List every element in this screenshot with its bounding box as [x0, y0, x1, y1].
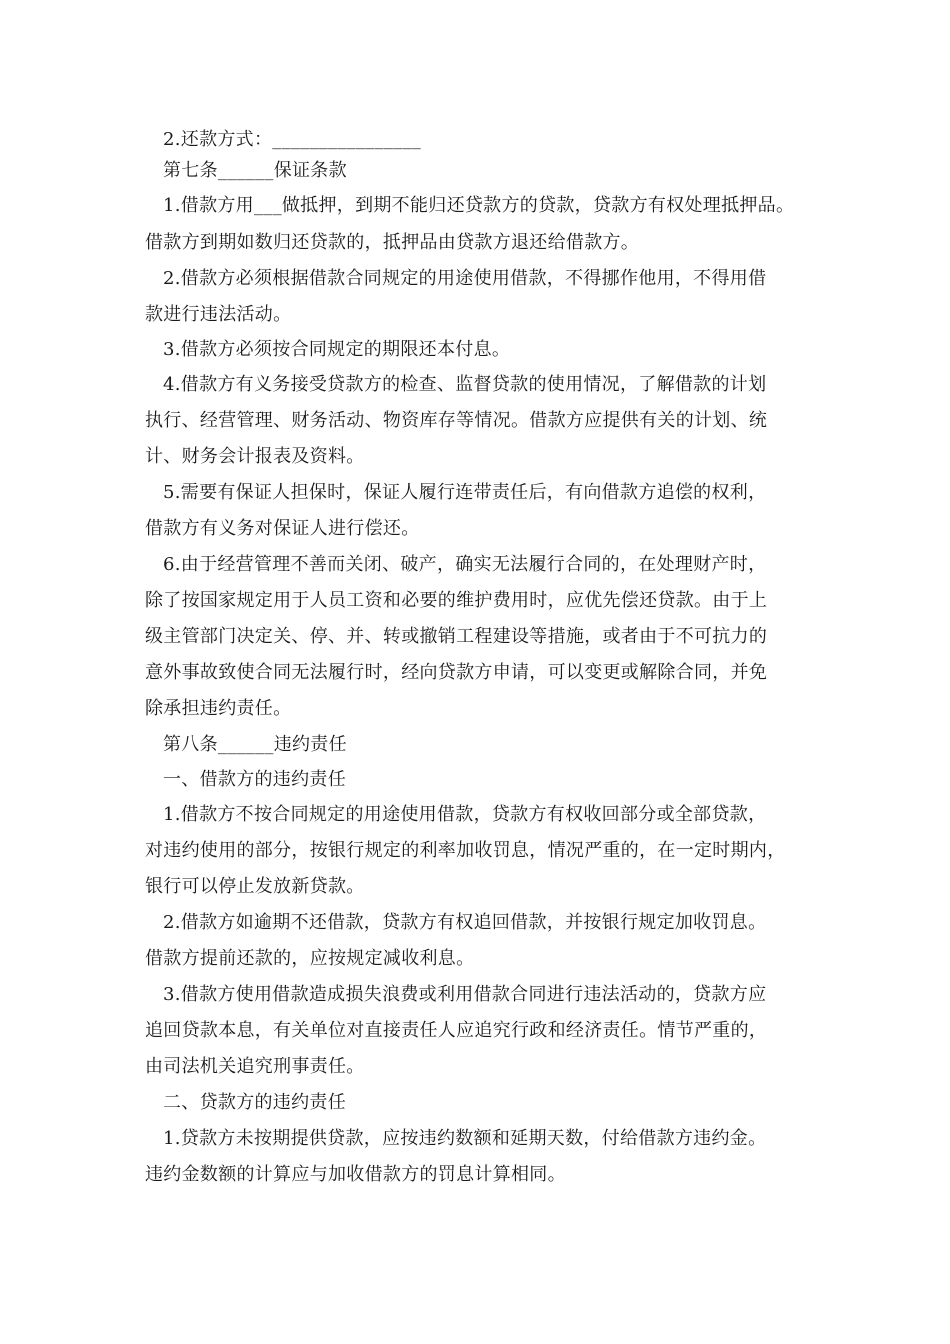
text-line: 意外事故致使合同无法履行时，经向贷款方申请，可以变更或解除合同，并免 [145, 662, 768, 683]
text-line: 1.贷款方未按期提供贷款，应按违约数额和延期天数，付给借款方违约金。 [163, 1128, 767, 1149]
text-line: 除承担违约责任。 [145, 698, 292, 719]
text-line: 由司法机关追究刑事责任。 [145, 1056, 365, 1077]
text-line: 5.需要有保证人担保时，保证人履行连带责任后，有向借款方追偿的权利， [163, 482, 767, 503]
text-line: 2.借款方如逾期不还借款，贷款方有权追回借款，并按银行规定加收罚息。 [163, 912, 767, 933]
text-line: 借款方有义务对保证人进行偿还。 [145, 518, 420, 539]
text-line: 4.借款方有义务接受贷款方的检查、监督贷款的使用情况，了解借款的计划 [163, 374, 767, 395]
text-line: 2.还款方式：________________ [163, 129, 422, 150]
text-line: 2.借款方必须根据借款合同规定的用途使用借款，不得挪作他用，不得用借 [163, 268, 767, 289]
text-line: 除了按国家规定用于人员工资和必要的维护费用时，应优先偿还贷款。由于上 [145, 590, 768, 611]
text-line: 追回贷款本息，有关单位对直接责任人应追究行政和经济责任。情节严重的， [145, 1020, 768, 1041]
text-line: 3.借款方必须按合同规定的期限还本付息。 [163, 339, 511, 360]
text-line: 执行、经营管理、财务活动、物资库存等情况。借款方应提供有关的计划、统 [145, 410, 768, 431]
text-line: 6.由于经营管理不善而关闭、破产，确实无法履行合同的，在处理财产时， [163, 554, 767, 575]
text-line: 借款方到期如数归还贷款的，抵押品由贷款方退还给借款方。 [145, 232, 640, 253]
section-heading: 第七条______保证条款 [163, 160, 347, 181]
text-line: 1.借款方不按合同规定的用途使用借款，贷款方有权收回部分或全部贷款， [163, 804, 767, 825]
text-line: 3.借款方使用借款造成损失浪费或利用借款合同进行违法活动的，贷款方应 [163, 984, 767, 1005]
text-line: 违约金数额的计算应与加收借款方的罚息计算相同。 [145, 1164, 566, 1185]
text-line: 银行可以停止发放新贷款。 [145, 876, 365, 897]
text-line: 借款方提前还款的，应按规定减收利息。 [145, 948, 475, 969]
subsection-heading: 一、借款方的违约责任 [163, 769, 346, 790]
text-line: 1.借款方用___做抵押，到期不能归还贷款方的贷款，贷款方有权处理抵押品。 [163, 195, 795, 216]
section-heading: 第八条______违约责任 [163, 734, 347, 755]
text-line: 级主管部门决定关、停、并、转或撤销工程建设等措施，或者由于不可抗力的 [145, 626, 768, 647]
text-line: 计、财务会计报表及资料。 [145, 446, 365, 467]
text-line: 对违约使用的部分，按银行规定的利率加收罚息，情况严重的，在一定时期内， [145, 840, 786, 861]
text-line: 款进行违法活动。 [145, 304, 292, 325]
subsection-heading: 二、贷款方的违约责任 [163, 1092, 346, 1113]
